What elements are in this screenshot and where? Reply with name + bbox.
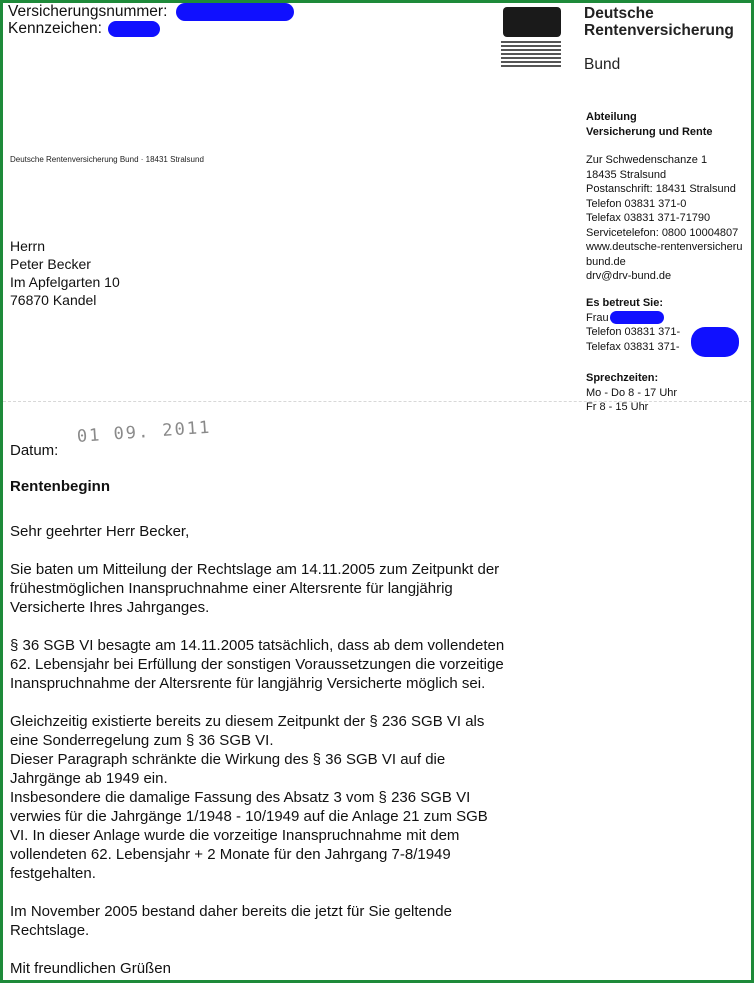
insurance-number-label: Versicherungsnummer: (8, 3, 168, 21)
reference-row (8, 20, 160, 38)
insurance-number-row (8, 3, 294, 21)
letter-body (10, 522, 750, 978)
paragraph: Im November 2005 bestand daher bereits die jetzt für Sie geltende Rechtslage. (10, 903, 452, 939)
contact-phone: Telefon 03831 371- (586, 326, 681, 338)
contact-fax: Telefax 03831 371- (586, 340, 680, 353)
redaction-mark (108, 21, 160, 37)
paragraph: Gleichzeitig existierte bereits zu diesem Zeitpunkt der § 236 SGB VI als eine Sonderregelung zum § 36 SGB VI. Dieser Paragraph schränkte die Wirkung des § 36 SGB VI auf die Jahrgänge ab 1949 ein. Insbesondere die damalige Fassung des Absatz 3 vom § 236 SGB VI verwies für die Jahrgänge 1/1948 - 10/1949 auf die Anlage 21 zum SGB VI. In dieser Anlage wurde die vorzeitige Inanspruchnahme mit dem vollendeten 62. Lebensjahr + 2 Monate für den Jahrgang 7-8/1949 festgehalten. (10, 713, 488, 882)
recipient-address: Herrn Peter Becker Im Apfelgarten 10 76870 Kandel (10, 238, 120, 308)
redaction-mark (176, 3, 294, 21)
contact-name: Frau (586, 311, 754, 326)
org-division: Bund (584, 56, 621, 73)
drv-logo-icon (499, 7, 563, 71)
redaction-mark (691, 327, 739, 357)
paragraph: § 36 SGB VI besagte am 14.11.2005 tatsächlich, dass ab dem vollendeten 62. Lebensjahr bei Erfüllung der sonstigen Voraussetzungen die vorzeitige Inanspruchnahme der Altersrente für langjährig Versicherte möglich sei. (10, 637, 505, 692)
fold-line (3, 401, 754, 402)
org-name: Deutsche Rentenversicherung (584, 5, 734, 39)
date-stamp: 01 09. 2011 (76, 417, 212, 447)
reference-label: Kennzeichen: (8, 20, 102, 37)
office-hours-title: Sprechzeiten: (586, 372, 659, 384)
date-label: Datum: (10, 442, 59, 459)
contact-title: Es betreut Sie: (586, 297, 664, 309)
closing: Mit freundlichen Grüßen (10, 960, 171, 977)
sender-return-line: Deutsche Rentenversicherung Bund · 18431 Stralsund (10, 155, 204, 164)
salutation: Sehr geehrter Herr Becker, (10, 523, 190, 540)
sender-address-block: Zur Schwedenschanze 1 18435 Stralsund Postanschrift: 18431 Stralsund Telefon 03831 371-0 Telefax 03831 371-71790 Servicetelefon: 0800 10004807 www.deutsche-rentenversicheru bund.de drv@drv-bund.de (586, 154, 743, 282)
department: Abteilung Versicherung und Rente (586, 111, 713, 138)
subject: Rentenbeginn (10, 478, 110, 495)
paragraph: Sie baten um Mitteilung der Rechtslage am 14.11.2005 zum Zeitpunkt der frühestmöglichen Inanspruchnahme einer Altersrente für langjährig Versicherte Ihres Jahrganges. (10, 561, 500, 616)
redaction-mark (610, 311, 664, 324)
office-hours: Sprechzeiten: Mo - Do 8 - 17 Uhr Fr 8 - 15 Uhr (586, 372, 678, 413)
